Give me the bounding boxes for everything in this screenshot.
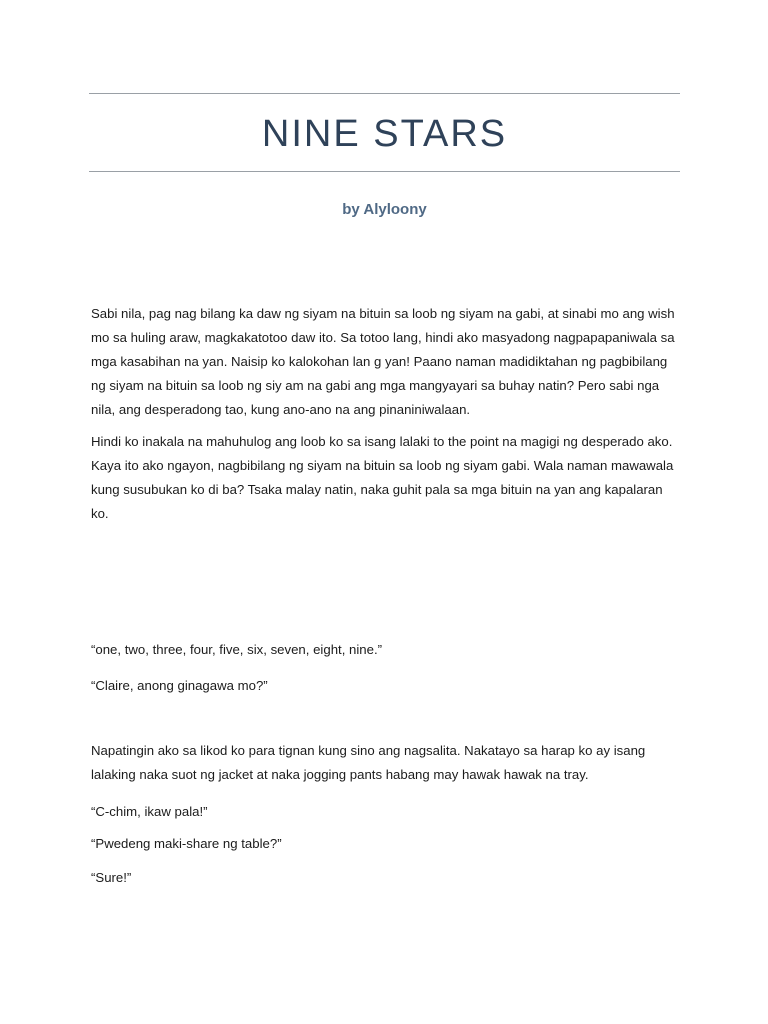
paragraph-3: [91, 739, 681, 787]
dialogue-line-1-text: “one, two, three, four, five, six, seven, eight, nine.”: [91, 642, 383, 657]
dialogue-line-2-text: “Claire, anong ginagawa mo?”: [91, 678, 268, 693]
dialogue-line-5-text: “Sure!”: [91, 870, 132, 885]
dialogue-line-4: [91, 832, 681, 856]
paragraph-2: [91, 430, 681, 526]
paragraph-1-text: Sabi nila, pag nag bilang ka daw ng siyam na bituin sa loob ng siyam na gabi, at sinabi mo ang wish mo sa huling araw, magkakatotoo daw ito. Sa totoo lang, hindi ako masyadong nagpapapaniwala sa mga kasabihan na yan. Naisip ko kalokohan lan g yan! Paano naman madidiktahan ng pagbibilang ng siyam na bituin sa loob ng siy am na gabi ang mga mangyayari sa buhay natin? Pero sabi nga nila, ang desperadong tao, kung ano-ano na ang pinaniniwalaan.: [91, 306, 675, 417]
dialogue-line-3: [91, 800, 681, 824]
paragraph-2-text: Hindi ko inakala na mahuhulog ang loob ko sa isang lalaki to the point na magigi ng desperado ako. Kaya ito ako ngayon, nagbibilang ng siyam na bituin sa loob ng siyam gabi. Wala naman mawawala kung susubukan ko di ba? Tsaka malay natin, naka guhit pala sa mga bituin na yan ang kapalaran ko.: [91, 434, 674, 521]
document-title: NINE STARS: [261, 113, 508, 155]
title-top-rule: [89, 93, 680, 94]
paragraph-3-text: Napatingin ako sa likod ko para tignan kung sino ang nagsalita. Nakatayo sa harap ko ay isang lalaking naka suot ng jacket at naka jogging pants habang may hawak hawak na tray.: [91, 743, 646, 782]
document-byline: by Alyloony: [342, 201, 427, 218]
dialogue-line-4-text: “Pwedeng maki-share ng table?”: [91, 836, 282, 851]
dialogue-line-2: [91, 674, 681, 698]
paragraph-1: [91, 302, 681, 422]
dialogue-line-3-text: “C-chim, ikaw pala!”: [91, 804, 208, 819]
dialogue-line-1: [91, 638, 681, 662]
title-bottom-rule: [89, 171, 680, 172]
dialogue-line-5: [91, 866, 681, 890]
